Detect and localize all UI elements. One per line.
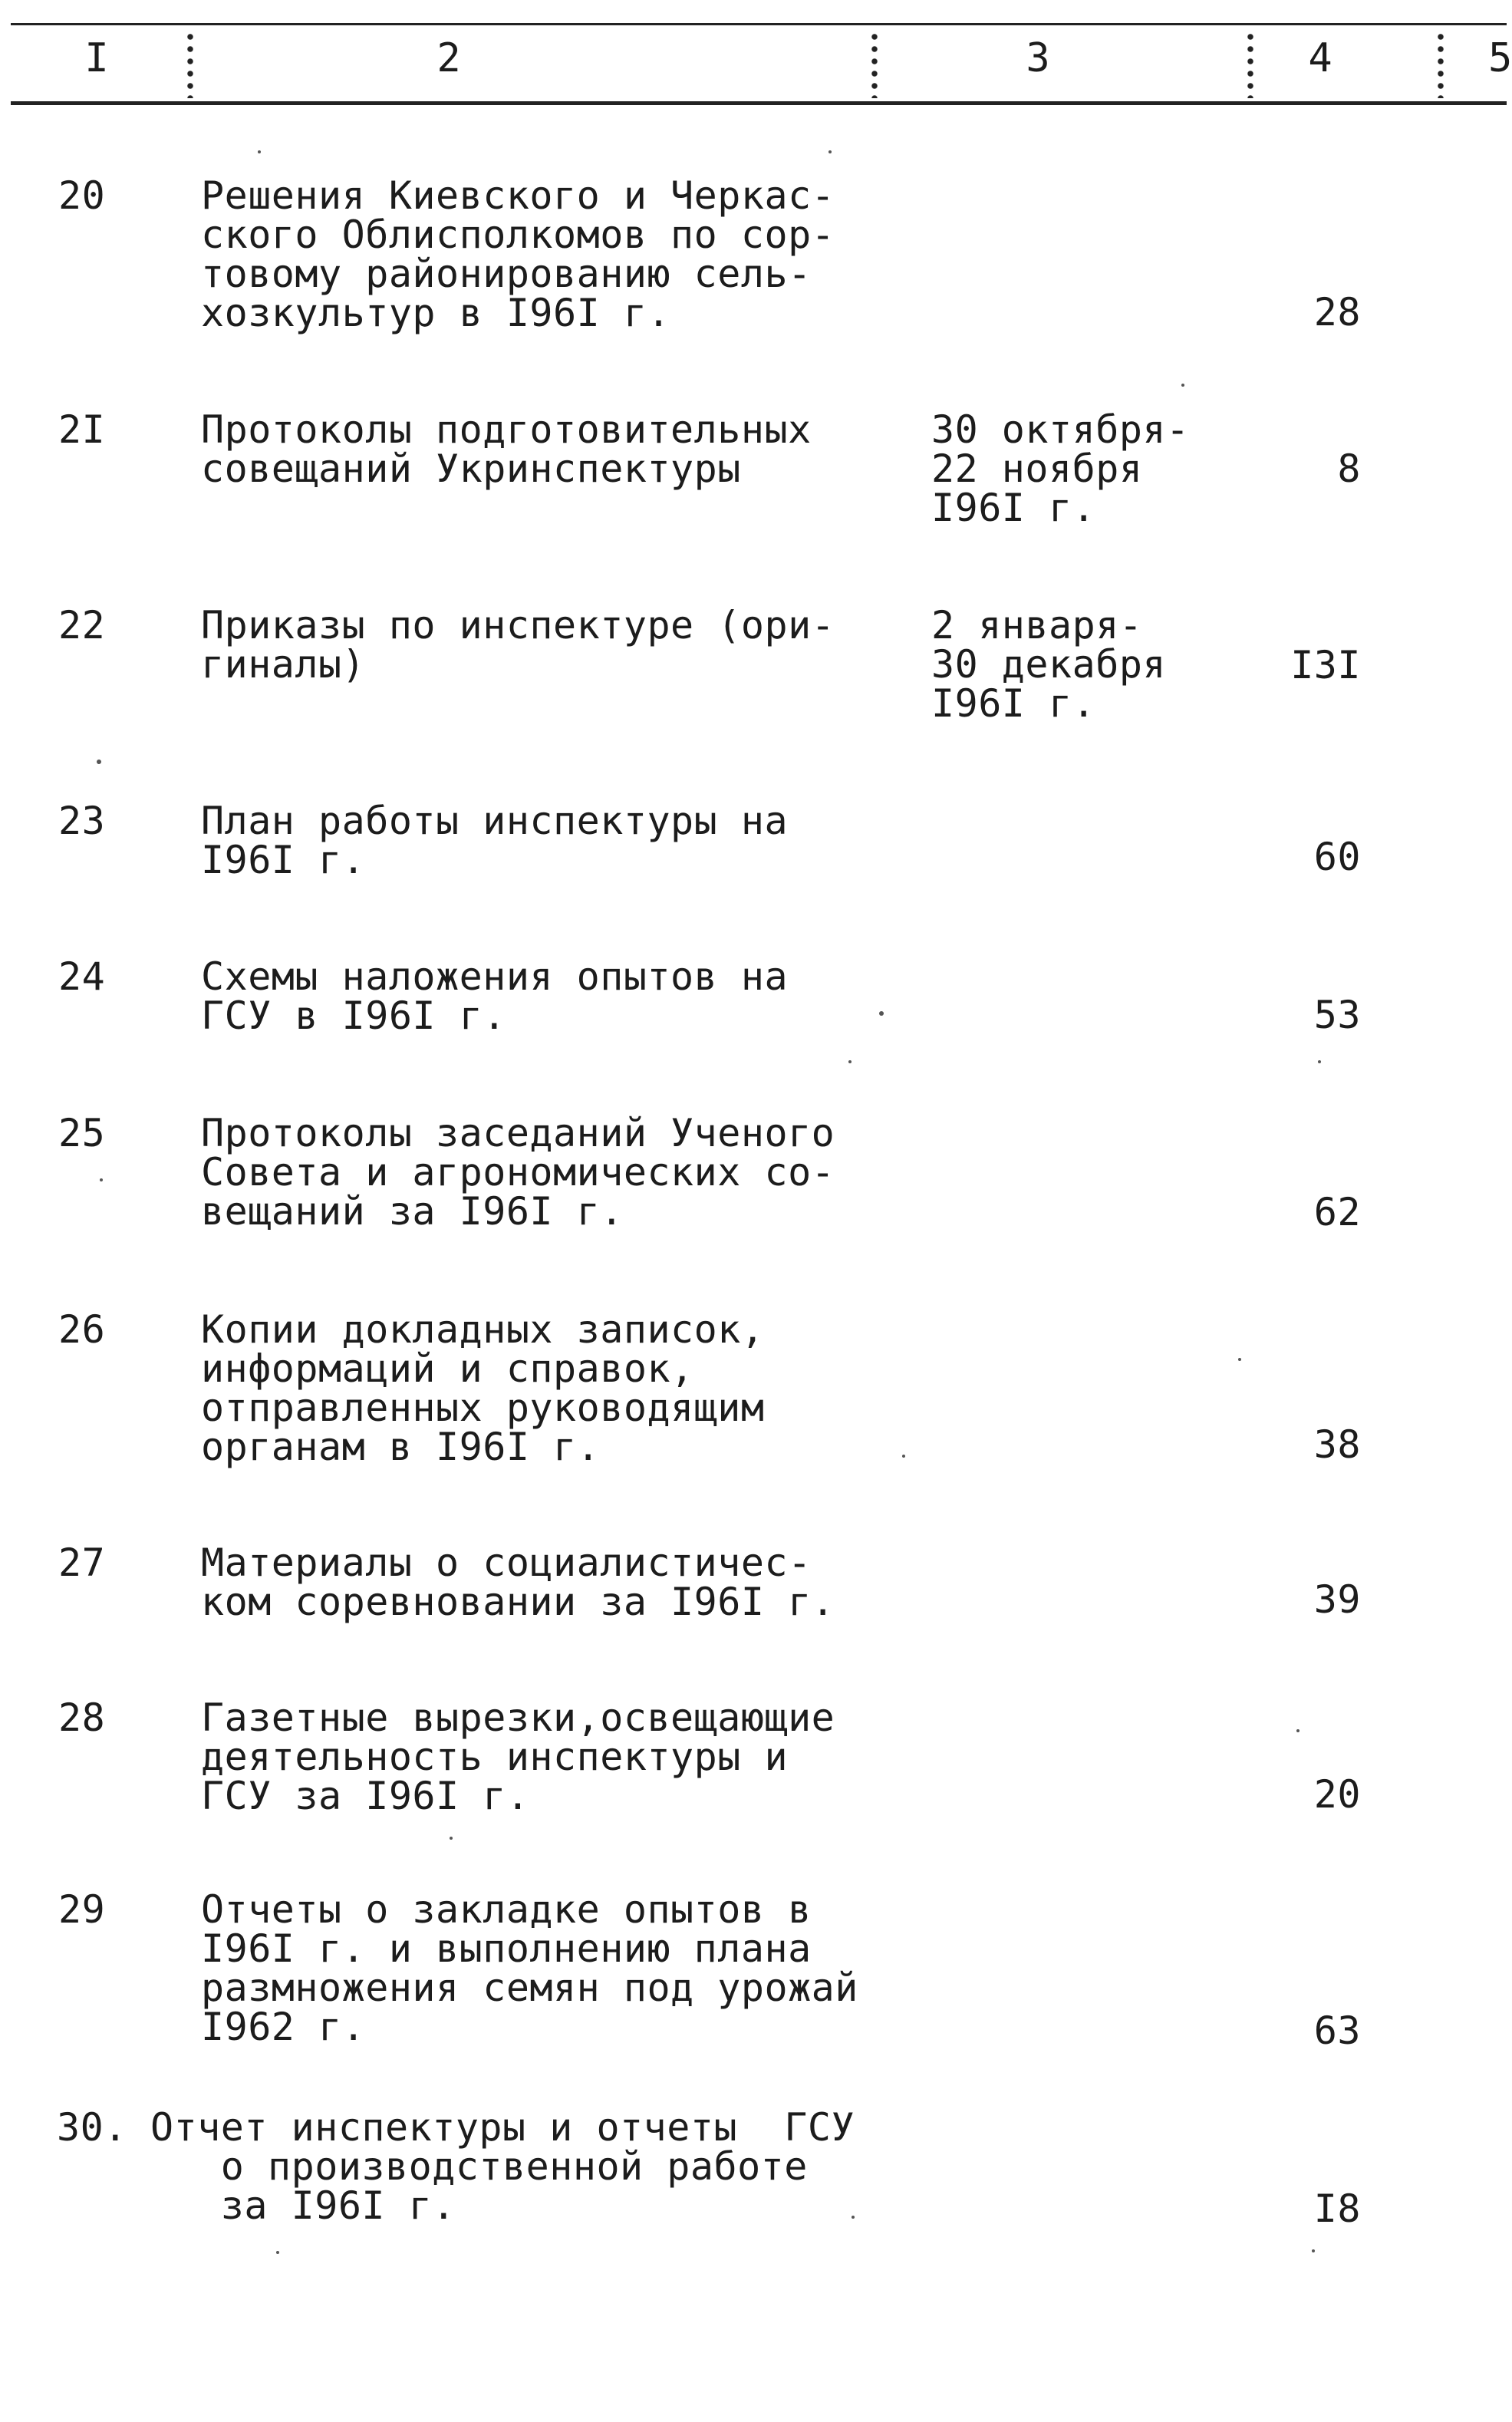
header-bottom-rule [11,101,1507,105]
header-top-rule [11,23,1507,25]
scan-speck [1318,1060,1321,1063]
row-number: 28 [58,1695,106,1740]
row-title: Отчеты о закладке опытов в I96I г. и выполнению плана размножения семян под урожай I962 г. [201,1887,858,2049]
scan-speck [97,760,101,764]
row-sheets: 60 [1313,835,1361,879]
row-title: Решения Киевского и Черкас- ского Облисполкомов по сор- товому районированию сель- хозкультур в I96I г. [201,173,835,335]
row-title: Отчет инспектуры и отчеты ГСУ о производственной работе за I96I г. [150,2105,855,2228]
row-sheets: 20 [1313,1772,1361,1817]
row-number: 29 [58,1887,106,1932]
scan-speck [450,1837,453,1840]
scan-speck [1181,384,1184,387]
scan-speck [276,2251,279,2254]
row-number: 20 [58,173,106,218]
column-header-3: 3 [1026,35,1050,81]
row-sheets: 39 [1313,1577,1361,1622]
scan-speck [1312,2249,1315,2252]
scan-speck [828,150,832,153]
scan-speck [852,2216,855,2219]
row-title: Газетные вырезки,освещающие деятельность инспектуры и ГСУ за I96I г. [201,1695,835,1818]
row-sheets: 28 [1313,290,1361,334]
scan-speck [848,1060,852,1063]
column-header-5-fragment: 5 [1488,35,1512,81]
row-title: Протоколы подготовительных совещаний Укринспектуры [201,407,812,491]
scan-speck [258,150,261,153]
row-sheets: 63 [1313,2008,1361,2053]
column-separator [1436,31,1445,98]
row-date: 2 января- 30 декабря I96I г. [931,603,1167,726]
column-separator [1246,31,1255,98]
row-number: 27 [58,1541,106,1585]
row-sheets: 38 [1313,1422,1361,1467]
column-separator [870,31,879,98]
scan-speck [100,1178,103,1181]
row-title: Протоколы заседаний Ученого Совета и агрономических со- вещаний за I96I г. [201,1111,835,1234]
row-sheets: 53 [1313,993,1361,1037]
scan-speck [902,1455,905,1458]
scan-speck [1238,1358,1241,1361]
scan-speck [1296,1729,1300,1732]
row-date: 30 октября- 22 ноября I96I г. [931,407,1190,530]
row-number: 25 [58,1111,106,1155]
column-header-1: I [84,35,109,81]
row-sheets: I3I [1290,643,1361,687]
column-separator [186,31,195,98]
column-header-4: 4 [1308,35,1332,81]
row-title: Копии докладных записок, информаций и справок, отправленных руководящим органам в I96I г. [201,1307,765,1469]
row-title: Схемы наложения опытов на ГСУ в I96I г. [201,954,789,1038]
row-sheets: 8 [1337,447,1361,491]
row-number: 24 [58,954,106,999]
row-number: 2I [58,407,106,452]
row-title: Материалы о социалистичес- ком соревновании за I96I г. [201,1541,835,1624]
row-number: 22 [58,603,106,648]
scan-speck [879,1011,884,1016]
column-header-2: 2 [436,35,461,81]
row-sheets: 62 [1313,1190,1361,1234]
row-number: 26 [58,1307,106,1352]
row-number: 30. [57,2105,127,2150]
row-title: Приказы по инспектуре (ори- гиналы) [201,603,835,687]
row-sheets: I8 [1313,2186,1361,2231]
row-title: План работы инспектуры на I96I г. [201,799,789,882]
row-number: 23 [58,799,106,843]
